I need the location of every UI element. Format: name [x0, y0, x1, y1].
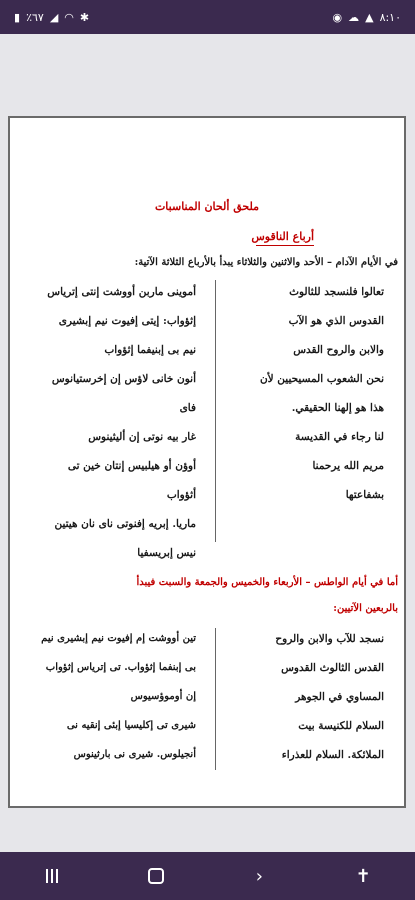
s2-column-divider — [215, 628, 216, 770]
s2-left-line: بى إبنفما إثؤواب. تى إترياس إثؤواب — [45, 662, 196, 673]
document-page[interactable] — [8, 116, 406, 808]
s1-left-line: ماريا. إبريه إفنوتى ناى نان هيتين — [54, 518, 196, 530]
s2-right-line: نسجد للآب والابن والروح — [275, 633, 384, 645]
s1-left-line: أوؤن أو هيلبيس إنتان خين تى — [67, 460, 196, 472]
s1-left-line: أثؤواب — [166, 489, 196, 501]
s1-left-line: إثؤواب: إيتى إفيوت نيم إبشيرى — [58, 315, 196, 327]
s1-right-line: القدوس الذي هو الآب — [288, 315, 384, 327]
s1-left-line: أموينى ماربن أووشت إنتى إترياس — [47, 286, 196, 298]
section1-intro: في الأيام الآدام – الأحد والاثنين والثلاثاء يبدأ بالأرباع الثلاثة الآتية: — [134, 257, 398, 268]
s1-right-line: بشفاعتها — [345, 489, 384, 501]
battery-icon: ▮ — [14, 10, 21, 24]
s2-right-line: المساوي في الجوهر — [295, 691, 384, 703]
home-icon — [148, 868, 164, 884]
s2-left-line: شيرى تى إكليسيا إبئى إنقيه نى — [66, 720, 196, 731]
s1-right-line: والابن والروح القدس — [293, 344, 384, 356]
document-viewer[interactable] — [0, 34, 415, 852]
signal-icon: ◢ — [49, 10, 59, 24]
s1-right-line: تعالوا فلنسجد للثالوث — [289, 286, 384, 298]
section2-heading-line1: أما في أيام الواطس – الأربعاء والخميس والجمعة والسبت فيبدأ — [136, 577, 398, 588]
s1-right-line: مريم الله يرحمنا — [312, 460, 384, 472]
section2-heading-line2: بالربعين الآتيين: — [333, 603, 398, 614]
s1-right-line: هذا هو إلهنا الحقيقي. — [291, 402, 384, 414]
battery-percent: ٪٦٧ — [26, 10, 44, 24]
s2-right-line: السلام للكنيسة بيت — [298, 720, 384, 732]
s1-right-line: لنا رجاء في القديسة — [295, 431, 384, 443]
status-time: ٨:١٠ — [379, 10, 401, 24]
s2-left-line: إن أوموؤسيوس — [130, 691, 196, 702]
back-button[interactable] — [239, 856, 279, 896]
status-left-group — [14, 11, 89, 24]
s2-left-line: أنجيلوس. شيرى نى بارثينوس — [73, 749, 196, 760]
s1-left-line: غار بيه نوتى إن أليثينوس — [88, 431, 196, 443]
accessibility-status-icon: ◉ — [332, 10, 343, 24]
back-chevron-icon: › — [255, 865, 263, 887]
status-right-group — [332, 11, 401, 24]
home-button[interactable] — [136, 856, 176, 896]
s2-left-line: تين أووشت إم إفيوت نيم إبشيرى نيم — [41, 633, 196, 644]
s1-column-divider — [215, 280, 216, 542]
navigation-bar — [0, 852, 415, 900]
s1-left-line: نيم بى إبنيفما إثؤواب — [104, 344, 196, 356]
status-bar — [0, 0, 415, 34]
bluetooth-icon: ✱ — [79, 10, 90, 24]
s1-right-line: نحن الشعوب المسيحيين لأن — [259, 373, 384, 385]
s1-left-line: أنون خانى لاؤس إن إخرستيانوس — [51, 373, 196, 385]
cloud-icon: ☁ — [348, 10, 360, 24]
s2-right-line: الملائكة. السلام للعذراء — [281, 749, 384, 761]
section1-heading-underline — [256, 245, 314, 246]
s1-left-line: نيس إبريسفيا — [137, 547, 196, 559]
recent-apps-button[interactable] — [32, 856, 72, 896]
wifi-icon: ◠ — [64, 10, 74, 24]
section1-heading: أرباع الناقوس — [251, 230, 314, 243]
s1-left-line: فاى — [179, 402, 196, 414]
accessibility-button[interactable] — [343, 856, 383, 896]
s2-right-line: القدس الثالوث القدوس — [281, 662, 384, 674]
notification-icon: ▲ — [365, 10, 374, 24]
doc-title: ملحق ألحان المناسبات — [154, 200, 260, 213]
accessibility-icon: ✝ — [355, 865, 371, 887]
recent-apps-icon — [46, 869, 58, 883]
